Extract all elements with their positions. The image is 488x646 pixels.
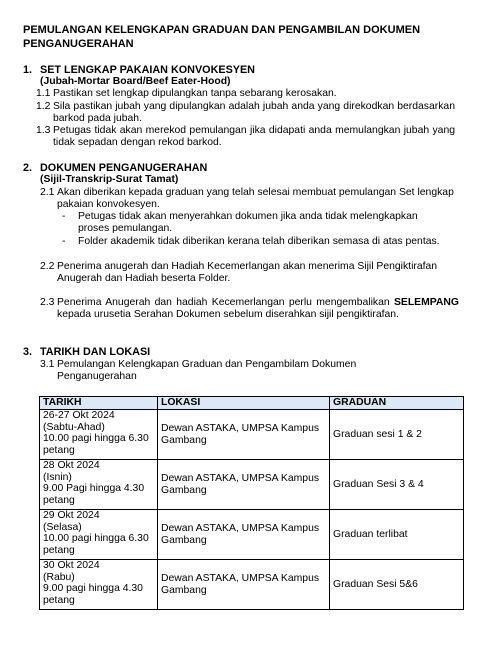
dash-mark: - <box>62 211 66 222</box>
table-header-row <box>40 397 464 410</box>
graduan-cell: Graduan Sesi 5&6 <box>330 560 464 610</box>
day-text: (Isnin) <box>43 471 72 483</box>
list-item-3-1 <box>40 359 440 385</box>
schedule-table <box>39 396 464 610</box>
item-text: Penerima anugerah dan Hadiah Kecemerlangan akan menerima Sijil Pengiktirafan Anugerah dan Hadiah beserta Folder. <box>57 261 438 285</box>
section-3-title: TARIKH DAN LOKASI <box>40 346 151 358</box>
date-text: 28 Okt 2024 <box>43 460 100 471</box>
location-cell: Dewan ASTAKA, UMPSA Kampus Gambang <box>158 510 330 560</box>
section-2-heading <box>23 162 207 174</box>
list-item-2-3 <box>40 297 460 337</box>
item-text: Petugas tidak akan merekod pemulangan jika didapati anda memulangkan jubah yang tidak sepadan dengan rekod barkod. <box>53 125 455 149</box>
column-header-graduan: GRADUAN <box>330 397 464 410</box>
location-cell: Dewan ASTAKA, UMPSA Kampus Gambang <box>158 560 330 610</box>
day-text: (Sabtu-Ahad) <box>43 421 105 433</box>
date-cell <box>40 410 158 460</box>
document-title: PEMULANGAN KELENGKAPAN GRADUAN DAN PENGAMBILAN DOKUMEN PENGANUGERAHAN <box>23 24 421 50</box>
item-number: 2.3 <box>40 297 55 308</box>
section-1-number: 1. <box>23 64 33 76</box>
time-text: 10.00 pagi hingga 6.30 petang <box>43 433 149 456</box>
dash-mark: - <box>62 236 66 247</box>
section-2-number: 2. <box>23 162 33 174</box>
dash-item-2 <box>62 236 462 260</box>
graduan-cell: Graduan Sesi 3 & 4 <box>330 460 464 510</box>
day-text: (Rabu) <box>43 571 75 583</box>
list-item-1-2 <box>36 101 456 127</box>
graduan-cell: Graduan sesi 1 & 2 <box>330 410 464 460</box>
list-item-2-1 <box>40 187 460 213</box>
section-3-heading <box>23 346 150 358</box>
date-text: 26-27 Okt 2024 <box>43 410 115 421</box>
location-cell: Dewan ASTAKA, UMPSA Kampus Gambang <box>158 410 330 460</box>
section-1-subheading: (Jubah-Mortar Board/Beef Eater-Hood) <box>40 76 231 87</box>
time-text: 9.00 Pagi hingga 4.30 petang <box>43 483 145 506</box>
section-3-number: 3. <box>23 346 33 358</box>
table-row <box>40 460 464 510</box>
date-cell <box>40 510 158 560</box>
item-number: 1.3 <box>36 125 51 136</box>
time-text: 10.00 pagi hingga 6.30 petang <box>43 533 149 556</box>
date-text: 29 Okt 2024 <box>43 510 100 521</box>
list-item-1-1 <box>36 88 436 100</box>
dash-text: Petugas tidak akan menyerahkan dokumen jika anda tidak melengkapkan proses pemulangan. <box>78 211 418 235</box>
graduan-cell: Graduan terlibat <box>330 510 464 560</box>
date-cell <box>40 560 158 610</box>
date-text: 30 Okt 2024 <box>43 560 100 571</box>
section-2-subheading: (Sijil-Transkrip-Surat Tamat) <box>40 174 179 185</box>
section-1-heading <box>23 64 255 76</box>
selempang-bold: SELEMPANG <box>393 297 460 308</box>
item-number: 1.1 <box>36 88 51 99</box>
location-cell: Dewan ASTAKA, UMPSA Kampus Gambang <box>158 460 330 510</box>
column-header-tarikh: TARIKH <box>40 397 158 410</box>
day-text: (Selasa) <box>43 521 82 533</box>
list-item-1-3 <box>36 125 456 151</box>
column-header-lokasi: LOKASI <box>158 397 330 410</box>
item-number: 3.1 <box>40 359 55 370</box>
dash-item-1 <box>62 211 462 235</box>
item-text <box>57 297 459 322</box>
item-text: Pastikan set lengkap dipulangkan tanpa sebarang kerosakan. <box>53 88 337 99</box>
table-row <box>40 410 464 460</box>
table-row <box>40 560 464 610</box>
item-number: 2.2 <box>40 261 55 272</box>
section-1-title: SET LENGKAP PAKAIAN KONVOKESYEN <box>40 64 255 76</box>
item-text: Sila pastikan jubah yang dipulangkan adalah jubah anda yang direkodkan berdasarkan barkod pada jubah. <box>53 101 455 125</box>
list-item-2-2 <box>40 261 460 287</box>
time-text: 9.00 pagi hingga 4.30 petang <box>43 583 143 606</box>
item-text: Akan diberikan kepada graduan yang telah selesai membuat pemulangan Set lengkap pakaian konvokesyen. <box>57 187 454 211</box>
dash-text: Folder akademik tidak diberikan kerana telah diberikan semasa di atas pentas. <box>78 236 440 247</box>
item-text: Pemulangan Kelengkapan Graduan dan Pengambilam Dokumen Penganugerahan <box>57 359 357 383</box>
table-row <box>40 510 464 560</box>
date-cell <box>40 460 158 510</box>
item-text-start: Penerima Anugerah dan hadiah Kecemerlangan perlu mengembalikan <box>57 297 390 308</box>
item-number: 1.2 <box>36 101 51 112</box>
item-number: 2.1 <box>40 187 55 198</box>
item-text-end: kepada urusetia Serahan Dokumen sebelum diserahkan sijil pengiktirafan. <box>57 309 399 321</box>
section-2-title: DOKUMEN PENGANUGERAHAN <box>40 162 208 174</box>
